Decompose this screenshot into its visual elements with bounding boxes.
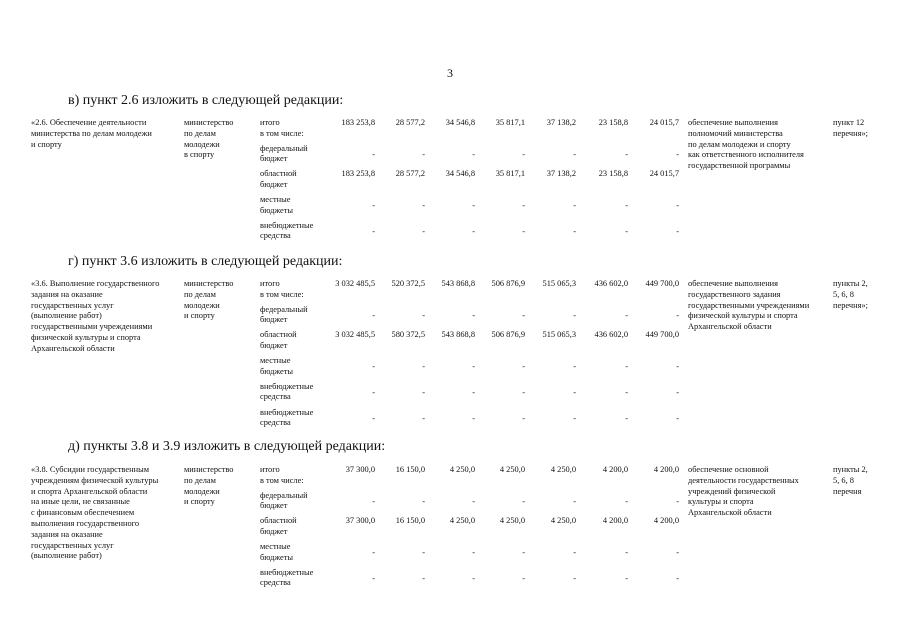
value-dash: - <box>472 573 475 583</box>
funding-value: 506 876,9 <box>491 330 525 340</box>
section-heading: д) пункты 3.8 и 3.9 изложить в следующей редакции: <box>68 439 386 454</box>
value-dash: - <box>472 362 475 372</box>
value-dash: - <box>573 387 576 397</box>
executor-line: по делам <box>184 475 216 485</box>
value-dash: - <box>522 226 525 236</box>
funding-source-label: бюджет <box>260 501 288 511</box>
value-dash: - <box>422 548 425 558</box>
expected-result-line: обеспечение основной <box>688 465 769 474</box>
executor-line: молодежи <box>184 139 220 149</box>
funding-value: 4 200,0 <box>602 465 628 474</box>
value-dash: - <box>472 226 475 236</box>
funding-source-label: местные <box>260 195 291 205</box>
funding-value: 515 065,3 <box>542 330 576 340</box>
section-heading: в) пункт 2.6 изложить в следующей редакции: <box>68 93 344 108</box>
reference-line: 5, 6, 8 <box>833 475 854 485</box>
value-dash: - <box>573 548 576 558</box>
value-dash: - <box>522 548 525 558</box>
value-dash: - <box>522 362 525 372</box>
value-dash: - <box>573 362 576 372</box>
value-dash: - <box>522 496 525 506</box>
funding-value: 4 200,0 <box>653 465 679 474</box>
value-dash: - <box>573 496 576 506</box>
value-dash: - <box>522 149 525 159</box>
value-dash: - <box>472 413 475 423</box>
value-dash: - <box>625 387 628 397</box>
value-dash: - <box>676 226 679 236</box>
value-dash: - <box>625 496 628 506</box>
value-dash: - <box>522 201 525 211</box>
funding-value: 3 032 485,5 <box>335 279 375 288</box>
value-dash: - <box>573 573 576 583</box>
executor-line: министерство <box>184 279 234 288</box>
funding-source-label: бюджеты <box>260 205 294 215</box>
executor-line: в спорту <box>184 150 215 160</box>
funding-source-label: в том числе: <box>260 289 304 299</box>
funding-source-label: бюджет <box>260 340 288 350</box>
funding-source-label: областной <box>260 169 297 179</box>
reference-line: перечня»; <box>833 128 868 138</box>
value-dash: - <box>422 201 425 211</box>
funding-value: 23 158,8 <box>598 118 628 127</box>
funding-value: 4 250,0 <box>550 465 576 474</box>
funding-source-label: бюджеты <box>260 366 294 376</box>
funding-source-label: внебюджетные <box>260 407 314 417</box>
value-dash: - <box>676 573 679 583</box>
funding-value: 543 868,8 <box>441 279 475 288</box>
value-dash: - <box>372 362 375 372</box>
value-dash: - <box>522 387 525 397</box>
funding-source-label: итого <box>260 279 280 288</box>
value-dash: - <box>472 496 475 506</box>
funding-value: 37 300,0 <box>345 516 375 526</box>
value-dash: - <box>422 573 425 583</box>
measure-title-line: государственных услуг <box>31 540 114 550</box>
value-dash: - <box>676 413 679 423</box>
measure-title-line: «3.6. Выполнение государственного <box>31 279 160 288</box>
executor-line: и спорту <box>184 497 215 507</box>
expected-result-line: физической культуры и спорта <box>688 311 798 321</box>
value-dash: - <box>422 226 425 236</box>
value-dash: - <box>625 362 628 372</box>
measure-title-line: «3.8. Субсидии государственным <box>31 465 150 474</box>
value-dash: - <box>625 413 628 423</box>
value-dash: - <box>472 201 475 211</box>
value-dash: - <box>372 226 375 236</box>
funding-source-label: федеральный <box>260 143 308 153</box>
value-dash: - <box>625 310 628 320</box>
funding-value: 183 253,8 <box>341 169 375 179</box>
measure-title-line: учреждениям физической культуры <box>31 475 159 485</box>
executor-line: по делам <box>184 289 216 299</box>
funding-value: 4 200,0 <box>602 516 628 526</box>
measure-title-line: и спорту <box>31 139 62 149</box>
value-dash: - <box>372 413 375 423</box>
value-dash: - <box>372 201 375 211</box>
executor-line: молодежи <box>184 486 220 496</box>
funding-value: 37 138,2 <box>546 118 576 127</box>
expected-result-line: культуры и спорта <box>688 497 754 507</box>
funding-source-label: внебюджетные <box>260 220 314 230</box>
section-heading: г) пункт 3.6 изложить в следующей редакции: <box>68 254 343 269</box>
funding-source-label: бюджет <box>260 179 288 189</box>
funding-source-label: федеральный <box>260 490 308 500</box>
measure-title-line: физической культуры и спорта <box>31 333 141 342</box>
expected-result-line: государственными учреждениями <box>688 300 810 310</box>
expected-result-line: государственной программы <box>688 161 791 171</box>
expected-result-line: полномочий министерства <box>688 128 783 138</box>
expected-result-line: учреждений физической <box>688 486 776 496</box>
value-dash: - <box>676 362 679 372</box>
funding-source-label: федеральный <box>260 304 308 314</box>
measure-title-line: на иные цели, не связанные <box>31 497 130 507</box>
funding-value: 23 158,8 <box>598 169 628 179</box>
value-dash: - <box>372 387 375 397</box>
expected-result-line: как ответственного исполнителя <box>688 150 804 160</box>
value-dash: - <box>625 548 628 558</box>
funding-value: 37 300,0 <box>345 465 375 474</box>
funding-value: 436 602,0 <box>594 279 628 288</box>
value-dash: - <box>625 201 628 211</box>
expected-result-line: Архангельской области <box>688 508 772 518</box>
funding-source-label: средства <box>260 392 291 402</box>
funding-source-label: бюджеты <box>260 552 294 562</box>
funding-value: 4 250,0 <box>499 465 525 474</box>
funding-source-label: областной <box>260 516 297 526</box>
value-dash: - <box>676 496 679 506</box>
funding-source-label: бюджет <box>260 315 288 325</box>
funding-value: 24 015,7 <box>649 118 679 127</box>
value-dash: - <box>372 149 375 159</box>
measure-title-line: «2.6. Обеспечение деятельности <box>31 118 147 127</box>
value-dash: - <box>422 149 425 159</box>
funding-source-label: внебюджетные <box>260 567 314 577</box>
funding-source-label: средства <box>260 231 291 241</box>
funding-source-label: средства <box>260 418 291 427</box>
executor-line: молодежи <box>184 300 220 310</box>
reference-line: перечня <box>833 486 862 496</box>
value-dash: - <box>472 387 475 397</box>
funding-source-label: в том числе: <box>260 475 304 485</box>
funding-source-label: итого <box>260 465 280 474</box>
value-dash: - <box>422 362 425 372</box>
value-dash: - <box>422 413 425 423</box>
funding-value: 4 250,0 <box>449 465 475 474</box>
measure-title-line: с финансовым обеспечением <box>31 508 135 518</box>
executor-line: и спорту <box>184 311 215 321</box>
funding-value: 515 065,3 <box>542 279 576 288</box>
funding-value: 34 546,8 <box>445 118 475 127</box>
funding-value: 34 546,8 <box>445 169 475 179</box>
funding-value: 16 150,0 <box>395 516 425 526</box>
value-dash: - <box>625 149 628 159</box>
value-dash: - <box>676 548 679 558</box>
value-dash: - <box>676 149 679 159</box>
expected-result-line: по делам молодежи и спорту <box>688 139 791 149</box>
funding-value: 506 876,9 <box>491 279 525 288</box>
measure-title-line: задания на оказание <box>31 289 103 299</box>
expected-result-line: государственного задания <box>688 289 781 299</box>
value-dash: - <box>573 413 576 423</box>
funding-value: 520 372,5 <box>391 279 425 288</box>
value-dash: - <box>372 548 375 558</box>
funding-value: 35 817,1 <box>495 118 525 127</box>
value-dash: - <box>472 548 475 558</box>
page-number: 3 <box>447 66 453 80</box>
expected-result-line: деятельности государственных <box>688 475 799 485</box>
value-dash: - <box>472 310 475 320</box>
measure-title-line: министерства по делам молодежи <box>31 128 152 138</box>
funding-value: 37 138,2 <box>546 169 576 179</box>
value-dash: - <box>522 310 525 320</box>
value-dash: - <box>372 573 375 583</box>
value-dash: - <box>422 310 425 320</box>
value-dash: - <box>676 201 679 211</box>
executor-line: министерство <box>184 465 234 474</box>
executor-line: министерство <box>184 118 234 127</box>
measure-title-line: (выполнение работ) <box>31 311 102 321</box>
funding-source-label: итого <box>260 118 280 127</box>
funding-value: 449 700,0 <box>645 279 679 288</box>
measure-title-line: задания на оказание <box>31 529 103 539</box>
funding-value: 3 032 485,5 <box>335 330 375 340</box>
funding-value: 24 015,7 <box>649 169 679 179</box>
measure-title-line: выполнения государственного <box>31 519 140 528</box>
funding-value: 449 700,0 <box>645 330 679 340</box>
executor-line: по делам <box>184 128 216 138</box>
measure-title-line: государственными учреждениями <box>31 322 153 332</box>
value-dash: - <box>676 387 679 397</box>
funding-value: 35 817,1 <box>495 169 525 179</box>
value-dash: - <box>573 310 576 320</box>
funding-value: 580 372,5 <box>391 330 425 340</box>
funding-source-label: в том числе: <box>260 128 304 138</box>
reference-line: перечня»; <box>833 300 868 310</box>
funding-value: 28 577,2 <box>395 118 425 127</box>
value-dash: - <box>372 310 375 320</box>
value-dash: - <box>676 310 679 320</box>
expected-result-line: обеспечение выполнения <box>688 118 779 127</box>
value-dash: - <box>625 573 628 583</box>
funding-source-label: бюджет <box>260 154 288 164</box>
funding-source-label: средства <box>260 578 291 588</box>
value-dash: - <box>522 413 525 423</box>
expected-result-line: обеспечение выполнения <box>688 279 779 288</box>
funding-value: 4 200,0 <box>653 516 679 526</box>
measure-title-line: (выполнение работ) <box>31 551 102 561</box>
funding-value: 16 150,0 <box>395 465 425 474</box>
expected-result-line: Архангельской области <box>688 322 772 332</box>
value-dash: - <box>625 226 628 236</box>
reference-line: пункты 2, <box>833 465 868 474</box>
value-dash: - <box>573 201 576 211</box>
reference-line: пункт 12 <box>833 118 865 127</box>
value-dash: - <box>422 496 425 506</box>
measure-title-line: и спорта Архангельской области <box>31 486 148 496</box>
value-dash: - <box>472 149 475 159</box>
funding-value: 4 250,0 <box>499 516 525 526</box>
reference-line: пункты 2, <box>833 279 868 288</box>
funding-value: 4 250,0 <box>550 516 576 526</box>
measure-title-line: государственных услуг <box>31 300 114 310</box>
funding-value: 28 577,2 <box>395 169 425 179</box>
funding-source-label: бюджет <box>260 526 288 536</box>
funding-value: 183 253,8 <box>341 118 375 127</box>
funding-value: 543 868,8 <box>441 330 475 340</box>
funding-value: 436 602,0 <box>594 330 628 340</box>
measure-title-line: Архангельской области <box>31 343 115 353</box>
value-dash: - <box>372 496 375 506</box>
funding-source-label: местные <box>260 542 291 552</box>
value-dash: - <box>573 149 576 159</box>
value-dash: - <box>522 573 525 583</box>
reference-line: 5, 6, 8 <box>833 289 854 299</box>
funding-source-label: внебюджетные <box>260 381 314 391</box>
funding-source-label: областной <box>260 330 297 340</box>
funding-source-label: местные <box>260 356 291 366</box>
value-dash: - <box>422 387 425 397</box>
funding-value: 4 250,0 <box>449 516 475 526</box>
value-dash: - <box>573 226 576 236</box>
